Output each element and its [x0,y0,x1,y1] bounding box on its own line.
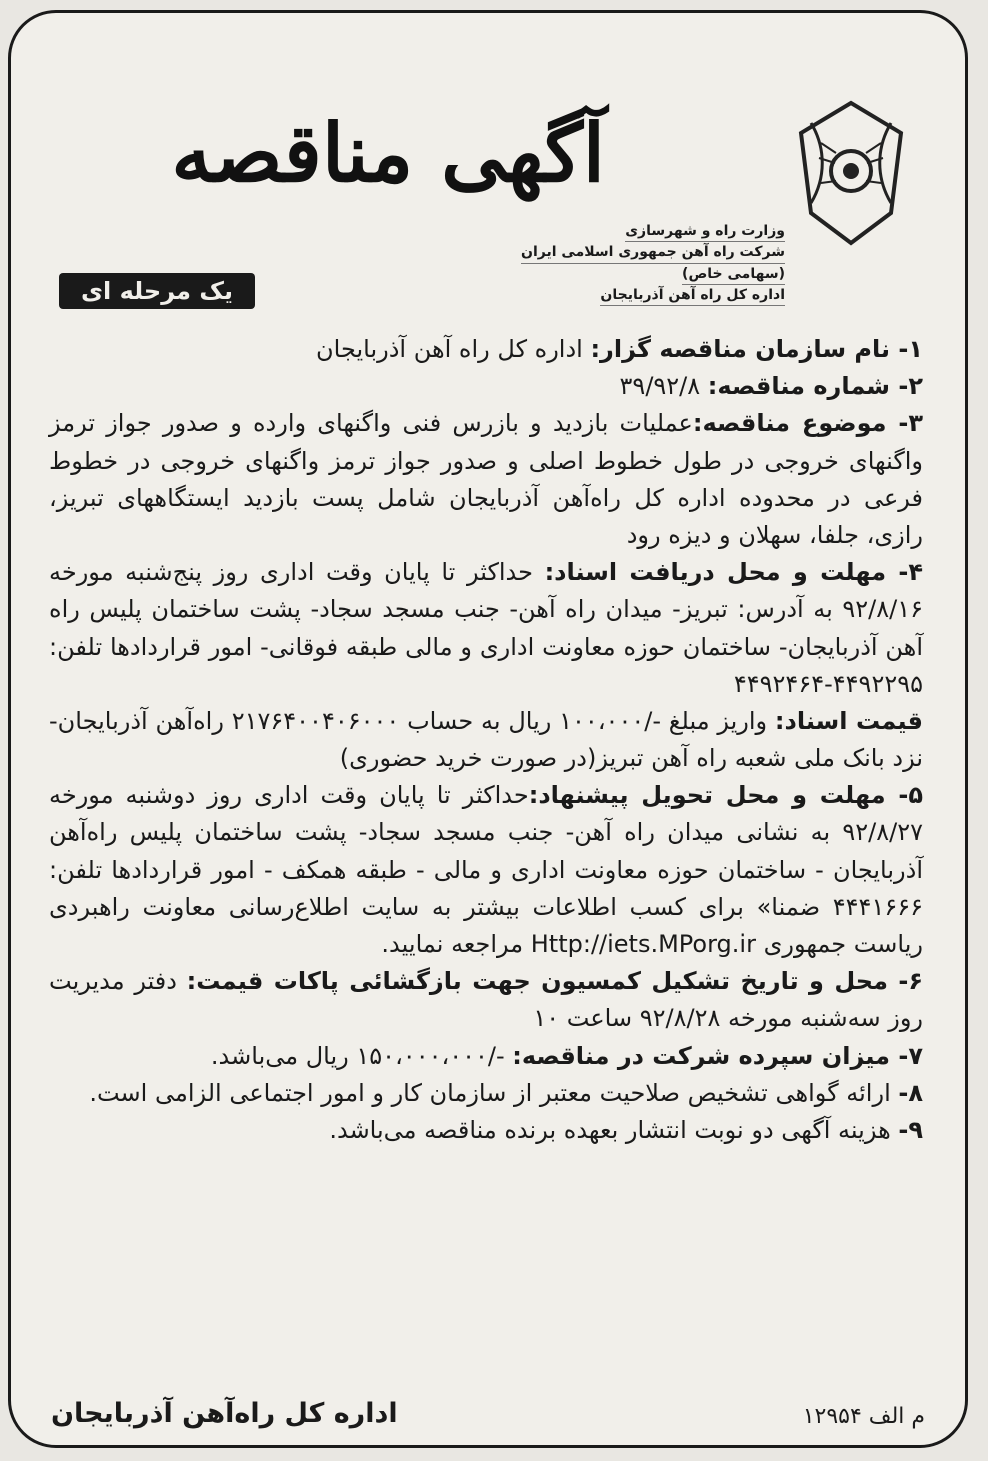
notice-frame [8,10,968,1448]
item-label: ۲- شماره مناقصه: [707,372,923,401]
item-subject [49,405,923,554]
org-line: وزارت راه و شهرسازی [625,221,785,242]
item-label: ۵- مهلت و محل تحویل پیشنهاد: [528,781,923,810]
org-line: (سهامی خاص) [682,264,785,285]
org-line: شرکت راه آهن جمهوری اسلامی ایران [521,242,785,263]
item-ad-cost [49,1112,923,1149]
item-documents-deadline [49,554,923,703]
stage-badge: یک مرحله ای [59,273,255,309]
item-label: ۹- [898,1115,923,1144]
item-text: عملیات بازدید و بازرس فنی واگنهای وارده و صدور جواز ترمز واگنهای خروجی در طول خطوط اصلی و صدور جواز ترمز واگنهای خروجی در خطوط فرعی در محدوده اداره کل راه‌آهن آذربایجان شامل پست بازدید ایستگاههای تبریز، رازی، جلفا، سهلان و دیزه رود [49,409,923,549]
item-label: ۴- مهلت و محل دریافت اسناد: [544,558,923,587]
organization-block [505,221,785,306]
item-label: ۱- نام سازمان مناقصه گزار: [590,335,923,363]
item-text: حداکثر تا پایان وقت اداری روز پنج‌شنبه مورخه ۹۲/۸/۱۶ به آدرس: تبریز- میدان راه آهن- جنب مسجد سجاد- پشت ساختمان پلیس راه آهن آذربایجان- ساختمان حوزه معاونت اداری و مالی طبقه فوقانی- امور قراردادها تلفن: ۴۴۹۲۲۹۵-۴۴۹۲۴۶۴ [49,558,923,698]
winged-emblem-icon [791,93,911,253]
item-text: حداکثر تا پایان وقت اداری روز دوشنبه مورخه ۹۲/۸/۲۷ به نشانی میدان راه آهن- جنب مسجد سجاد- پشت ساختمان پلیس راه‌آهن آذربایجان - ساختمان حوزه معاونت اداری و مالی - طبقه همکف - امور قراردادها تلفن: ۴۴۴۱۶۶۶ ضمنا» برای کسب اطلاعات بیشتر به سایت اطلاع‌رسانی معاونت راهبردی ریاست جمهوری Http://iets.MPorg.ir مراجعه نمایید. [49,781,923,958]
item-label: ۷- میزان سپرده شرکت در مناقصه: [512,1041,923,1070]
item-opening-committee [49,963,923,1037]
item-organizer [49,331,923,368]
notice-body [49,331,923,1149]
item-label: قیمت اسناد: [774,706,923,735]
item-text: واریز مبلغ -/۱۰۰،۰۰۰ ریال به حساب ۲۱۷۶۴۰۰۴۰۶۰۰۰ راه‌آهن آذربایجان- نزد بانک ملی شعبه راه آهن تبریز(در صورت خرید حضوری) [49,706,923,773]
item-certificate [49,1075,923,1112]
item-text: ارائه گواهی تشخیص صلاحیت معتبر از سازمان کار و امور اجتماعی الزامی است. [89,1078,899,1107]
item-proposal-deadline [49,777,923,963]
item-text: -/۱۵۰،۰۰۰،۰۰۰ ریال می‌باشد. [210,1041,513,1070]
item-text: هزینه آگهی دو نوبت انتشار بعهده برنده مناقصه می‌باشد. [329,1115,899,1144]
org-line: اداره کل راه آهن آذربایجان [600,285,785,306]
item-tender-number [49,368,923,405]
item-text: ۳۹/۹۲/۸ [619,372,708,401]
item-label: ۶- محل و تاریخ تشکیل کمسیون جهت بازگشائی پاکات قیمت: [186,967,923,996]
item-text: اداره کل راه آهن آذربایجان [316,335,591,363]
ad-code: م الف ۱۲۹۵۴ [802,1404,925,1429]
item-deposit [49,1038,923,1075]
item-label: ۸- [898,1078,923,1107]
item-text: دفتر مدیریت روز سه‌شنبه مورخه ۹۲/۸/۲۸ ساعت ۱۰ [49,967,923,1033]
notice-header [41,43,935,313]
item-documents-price [49,703,923,777]
notice-title: آگهی مناقصه [171,106,605,200]
item-label: ۳- موضوع مناقصه: [692,409,923,438]
signature: اداره کل راه‌آهن آذربایجان [51,1398,398,1429]
